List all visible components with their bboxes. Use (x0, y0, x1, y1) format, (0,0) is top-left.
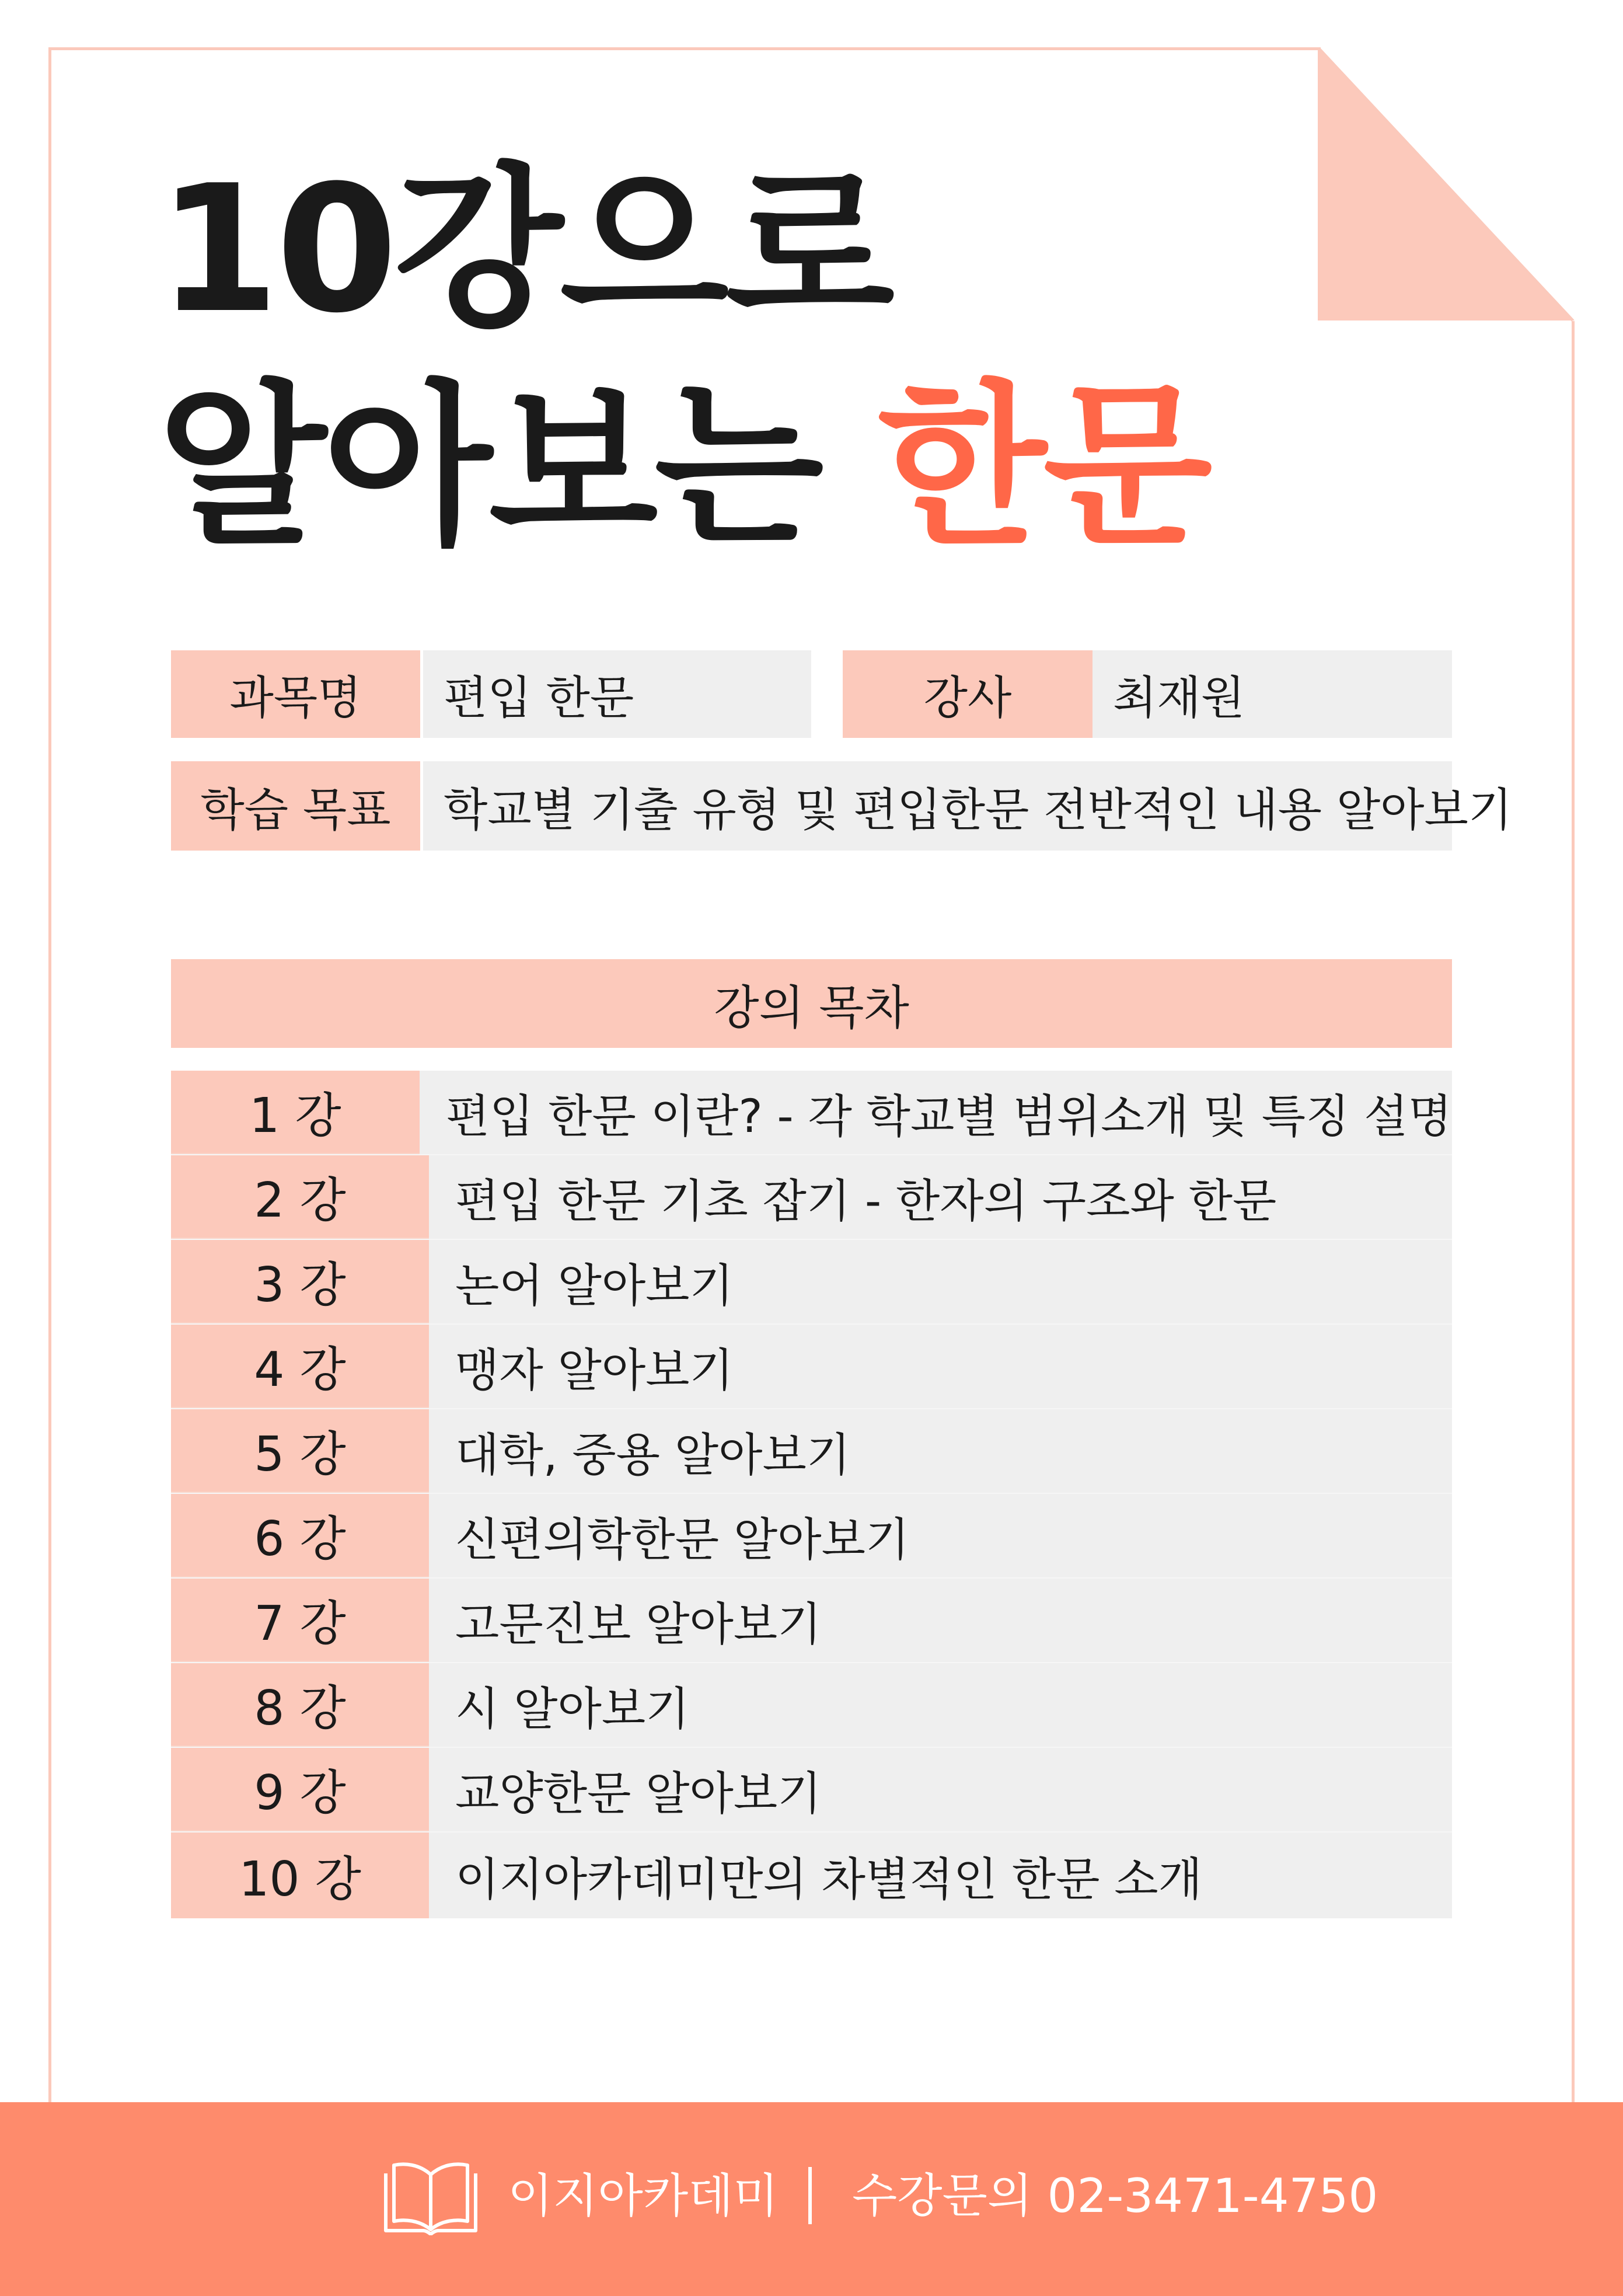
sheet-border-top (48, 47, 1321, 50)
instructor-label: 강사 (843, 650, 1093, 738)
page-title-line-1: 10강으로 (158, 148, 891, 351)
lecture-topic: 고문진보 알아보기 (429, 1579, 1452, 1662)
lecture-topic: 맹자 알아보기 (429, 1325, 1452, 1408)
page-title-line-2 (158, 365, 1209, 569)
contact-info: 수강문의 02-3471-4750 (852, 2169, 1378, 2223)
lecture-topic: 편입 한문 이란? - 각 학교별 범위소개 및 특징 설명 (420, 1071, 1452, 1154)
lecture-number: 4 강 (171, 1325, 429, 1408)
lecture-number: 10 강 (171, 1832, 429, 1918)
lecture-topic: 대학, 중용 알아보기 (429, 1409, 1452, 1493)
academy-name: 이지아카데미 (508, 2169, 779, 2223)
lecture-topic: 이지아카데미만의 차별적인 한문 소개 (429, 1832, 1452, 1918)
lecture-topic: 논어 알아보기 (429, 1240, 1452, 1323)
subject-label: 과목명 (171, 650, 420, 738)
toc-row (171, 1579, 1452, 1663)
lecture-number: 1 강 (171, 1071, 420, 1154)
toc-row (171, 1325, 1452, 1409)
toc-table (171, 1071, 1452, 1918)
toc-row (171, 1663, 1452, 1748)
toc-row (171, 1409, 1452, 1494)
lecture-number: 6 강 (171, 1494, 429, 1577)
title-accent-text: 한문 (877, 365, 1209, 569)
subject-value: 편입 한문 (423, 650, 811, 738)
lecture-topic: 신편의학한문 알아보기 (429, 1494, 1452, 1577)
goal-value: 학교별 기출 유형 및 편입한문 전반적인 내용 알아보기 (423, 761, 1452, 851)
lecture-topic: 교양한문 알아보기 (429, 1748, 1452, 1831)
toc-row (171, 1240, 1452, 1325)
toc-row (171, 1832, 1452, 1918)
toc-row (171, 1071, 1452, 1155)
instructor-value: 최재원 (1093, 650, 1452, 738)
lecture-number: 2 강 (171, 1155, 429, 1239)
footer-separator (808, 2167, 812, 2224)
lecture-number: 5 강 (171, 1409, 429, 1493)
lecture-topic: 시 알아보기 (429, 1663, 1452, 1747)
toc-row (171, 1155, 1452, 1240)
lecture-topic: 편입 한문 기초 잡기 - 한자의 구조와 한문 (429, 1155, 1452, 1239)
goal-label: 학습 목표 (171, 761, 420, 851)
lecture-number: 3 강 (171, 1240, 429, 1323)
lecture-number: 9 강 (171, 1748, 429, 1831)
sheet-border-left (48, 47, 51, 2102)
sheet-border-right (1572, 321, 1575, 2102)
open-book-icon (381, 2158, 480, 2235)
toc-heading: 강의 목차 (171, 959, 1452, 1048)
title-black-text: 알아보는 (158, 365, 821, 569)
lecture-number: 7 강 (171, 1579, 429, 1662)
toc-row (171, 1748, 1452, 1832)
lecture-number: 8 강 (171, 1663, 429, 1747)
toc-row (171, 1494, 1452, 1579)
folded-corner-icon (1318, 47, 1575, 323)
